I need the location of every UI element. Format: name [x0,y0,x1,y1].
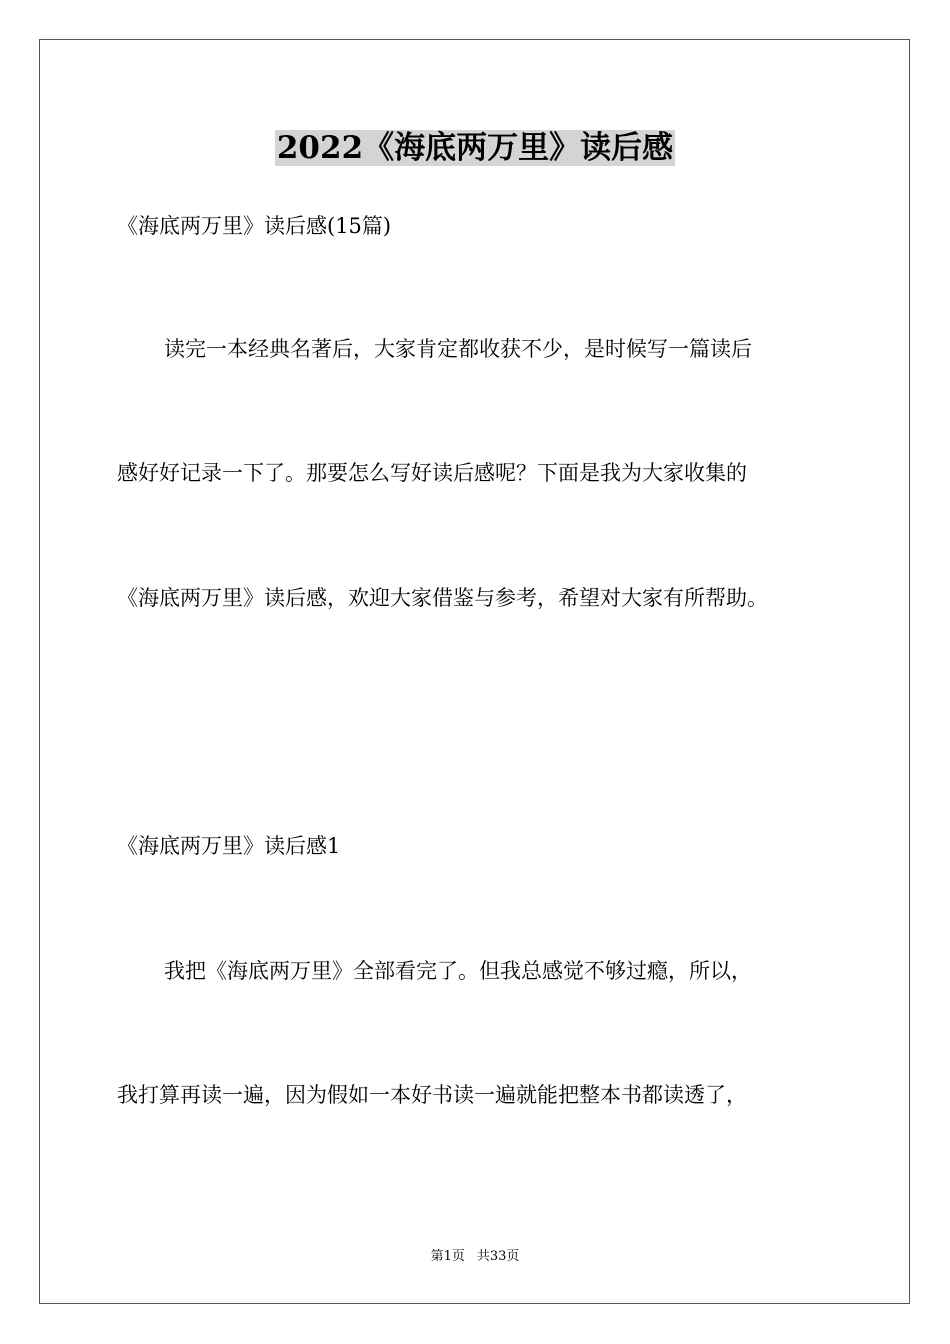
body-line-2: 我打算再读一遍，因为假如一本好书读一遍就能把整本书都读透了， [117,1083,747,1107]
document-title-block [0,126,950,170]
intro-line-1: 读完一本经典名著后，大家肯定都收获不少，是时候写一篇读后 [164,337,752,361]
section-heading: 《海底两万里》读后感1 [117,834,341,858]
document-title: 2022《海底两万里》读后感 [276,130,674,166]
intro-line-3: 《海底两万里》读后感，欢迎大家借鉴与参考，希望对大家有所帮助。 [117,586,768,610]
page-footer [0,1248,950,1266]
document-subtitle: 《海底两万里》读后感(15篇) [117,214,392,238]
intro-line-2: 感好好记录一下了。那要怎么写好读后感呢？下面是我为大家收集的 [117,461,747,485]
page-total: 共33页 [476,1249,520,1264]
page-number: 第1页 [430,1249,465,1264]
body-line-1: 我把《海底两万里》全部看完了。但我总感觉不够过瘾，所以， [164,959,752,983]
